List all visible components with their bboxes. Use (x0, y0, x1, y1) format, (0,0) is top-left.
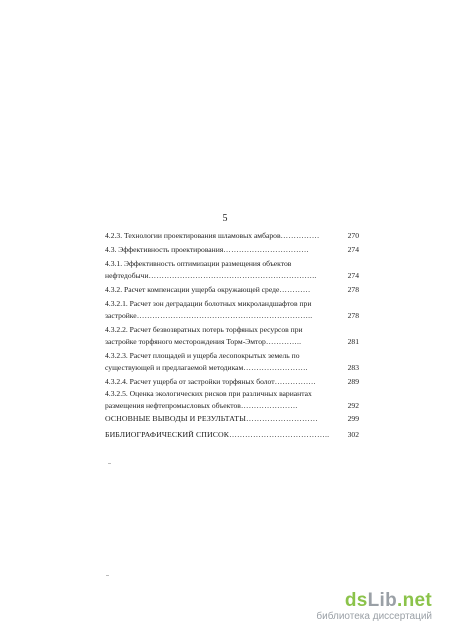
toc-entry-text: существующей и предлагаемой методикам (105, 363, 244, 372)
toc-entry (105, 389, 333, 398)
toc-leader: …………… (280, 231, 320, 240)
toc-leader: …………………………… (223, 245, 310, 254)
toc-entry-text: 4.3. Эффективность проектирования (105, 245, 224, 254)
toc-entry-text: 4.3.2.2. Расчет безвозвратных потерь торфяных ресурсов при (105, 325, 303, 334)
watermark-subtitle: библиотека диссертаций (316, 611, 432, 622)
toc-entry-text: 4.3.2.5. Оценка экологических рисков при различных вариантах (105, 389, 312, 398)
toc-entry-text: 4.3.2.1. Расчет зон деградации болотных микроландшафтов при (105, 299, 312, 308)
toc-page-number: 289 (347, 377, 359, 386)
toc-entry (105, 285, 333, 294)
toc-entry (105, 430, 333, 439)
toc-page-number: 299 (347, 414, 359, 423)
toc-entry (105, 271, 333, 280)
toc-entry-text: БИБЛИОГРАФИЧЕСКИЙ СПИСОК (105, 430, 230, 439)
toc-page-number: 274 (347, 245, 359, 254)
toc-leader: ………………………………………………………….. (136, 311, 313, 320)
toc-leader: …………………. (240, 401, 298, 410)
toc-entry-text: 4.3.2. Расчет компенсации ущерба окружающей среде (105, 285, 280, 294)
scan-speck (106, 575, 109, 576)
toc-entry-text: 4.3.2.4. Расчет ущерба от застройки торфяных болот (105, 377, 275, 386)
toc-leader: ……………. (274, 377, 316, 386)
toc-entry (105, 259, 333, 268)
dslib-watermark (312, 590, 432, 624)
toc-entry-text: нефтедобычи (105, 271, 149, 280)
toc-entry-text: 4.3.1. Эффективность оптимизации размещения объектов (105, 259, 292, 268)
toc-page-number: 278 (347, 311, 359, 320)
toc-leader: ……………………………….. (229, 430, 330, 439)
toc-entry (105, 414, 333, 423)
scan-speck (108, 463, 111, 464)
toc-entry (105, 325, 333, 334)
toc-entry (105, 245, 333, 254)
toc-entry-text: размещения нефтепромысловых объектов (105, 401, 241, 410)
toc-entry-text: застройке торфяного месторождения Торм-Эмтор (105, 337, 266, 346)
toc-entry-text: 4.3.2.3. Расчет площадей и ущерба лесопокрытых земель по (105, 351, 300, 360)
toc-entry (105, 377, 333, 386)
toc-page-number: 278 (347, 285, 359, 294)
toc-page-number: 281 (347, 337, 359, 346)
toc-page-number: 283 (347, 363, 359, 372)
toc-entry (105, 351, 333, 360)
dslib-logo: dsLib.net (344, 590, 432, 611)
toc-leader: ……………………… (246, 414, 319, 423)
toc-leader: ………… (279, 285, 311, 294)
toc-leader: ……………………………………………………….. (148, 271, 317, 280)
toc-page-number: 270 (347, 231, 359, 240)
toc-entry (105, 311, 333, 320)
toc-entry (105, 231, 333, 240)
toc-leader: ………….. (265, 337, 302, 346)
toc-page-number: 292 (347, 401, 359, 410)
toc-entry (105, 401, 333, 410)
toc-entry (105, 363, 333, 372)
toc-entry-text: застройке (105, 311, 137, 320)
toc-entry-text: ОСНОВНЫЕ ВЫВОДЫ И РЕЗУЛЬТАТЫ (105, 414, 247, 423)
page-number: 5 (222, 213, 228, 224)
toc-page-number: 274 (347, 271, 359, 280)
toc-page-number: 302 (347, 430, 359, 439)
toc-entry (105, 337, 333, 346)
toc-entry-text: 4.2.3. Технологии проектирования шламовых амбаров (105, 231, 281, 240)
toc-leader: ……………………. (243, 363, 308, 372)
toc-entry (105, 299, 333, 308)
